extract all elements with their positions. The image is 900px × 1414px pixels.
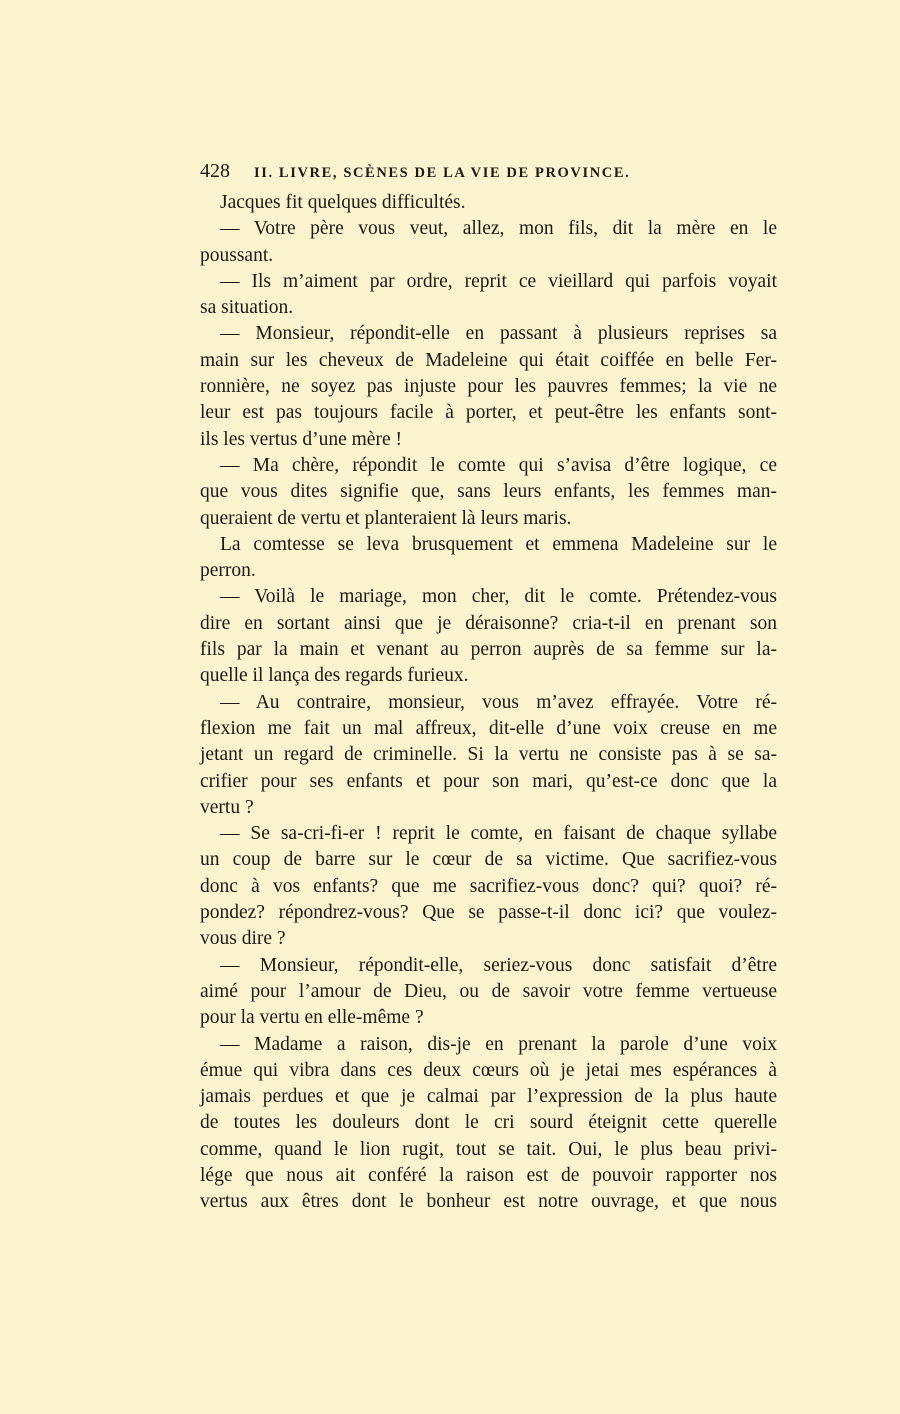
text-line: leur est pas toujours facile à porter, et peut-être les enfants sont- [200,402,777,424]
text-line: main sur les cheveux de Madeleine qui était coiffée en belle Fer- [200,349,777,371]
text-line: Jacques fit quelques difficultés. [220,192,466,213]
text-line: pour la vertu en elle-même ? [200,1007,424,1029]
text-line: queraient de vertu et planteraient là leurs maris. [200,507,572,529]
text-line: crifier pour ses enfants et pour son mari, qu’est-ce donc que la [200,770,777,792]
text-line: — Au contraire, monsieur, vous m’avez effrayée. Votre ré- [220,691,777,713]
text-line: un coup de barre sur le cœur de sa victime. Que sacrifiez-vous [200,849,777,871]
running-header [200,160,705,183]
text-line: jetant un regard de criminelle. Si la vertu ne consiste pas à se sa- [200,744,777,766]
text-line: flexion me fait un mal affreux, dit-elle d’une voix creuse en me [200,717,777,739]
text-line: que vous dites signifie que, sans leurs enfants, les femmes man- [200,481,777,503]
text-line: poussant. [200,244,274,266]
text-line: — Voilà le mariage, mon cher, dit le comte. Prétendez-vous [220,586,777,608]
text-line: lége que nous ait conféré la raison est de pouvoir rapporter nos [200,1164,777,1186]
text-line: — Monsieur, répondit-elle en passant à plusieurs reprises sa [220,323,777,345]
text-line: donc à vos enfants? que me sacrifiez-vous donc? qui? quoi? ré- [200,875,777,897]
text-line: fils par la main et venant au perron auprès de sa femme sur la- [200,639,777,661]
body-text [200,190,777,1216]
page-number: 428 [200,160,230,182]
text-line: — Monsieur, répondit-elle, seriez-vous donc satisfait d’être [220,954,777,976]
text-line: vertus aux êtres dont le bonheur est notre ouvrage, et que nous [200,1191,777,1213]
text-line: — Madame a raison, dis-je en prenant la parole d’une voix [220,1033,777,1055]
text-line: de toutes les douleurs dont le cri sourd éteignit cette querelle [200,1112,777,1134]
text-line: jamais perdues et que je calmai par l’expression de la plus haute [200,1086,777,1108]
text-line: — Ma chère, répondit le comte qui s’avisa d’être logique, ce [220,454,777,476]
text-line: perron. [200,560,256,582]
text-line: vous dire ? [200,928,286,950]
text-line: — Votre père vous veut, allez, mon fils, dit la mère en le [220,218,777,240]
text-line: quelle il lança des regards furieux. [200,665,469,687]
text-line: aimé pour l’amour de Dieu, ou de savoir votre femme vertueuse [200,980,777,1002]
text-line: pondez? répondrez-vous? Que se passe-t-il donc ici? que voulez- [200,902,777,924]
text-line: vertu ? [200,796,254,818]
text-line: ronnière, ne soyez pas injuste pour les pauvres femmes; la vie ne [200,376,777,398]
text-line: comme, quand le lion rugit, tout se tait. Oui, le plus beau privi- [200,1138,777,1160]
text-line: émue qui vibra dans ces deux cœurs où je jetai mes espérances à [200,1059,777,1081]
text-line: — Ils m’aiment par ordre, reprit ce vieillard qui parfois voyait [220,270,777,292]
running-title: II. LIVRE, SCÈNES DE LA VIE DE PROVINCE. [254,165,631,181]
text-line: La comtesse se leva brusquement et emmena Madeleine sur le [220,533,777,555]
text-line: dire en sortant ainsi que je déraisonne? cria-t-il en prenant son [200,612,777,634]
text-line: — Se sa-cri-fi-er ! reprit le comte, en faisant de chaque syllabe [220,823,777,845]
text-line: sa situation. [200,297,294,319]
text-line: ils les vertus d’une mère ! [200,428,402,450]
